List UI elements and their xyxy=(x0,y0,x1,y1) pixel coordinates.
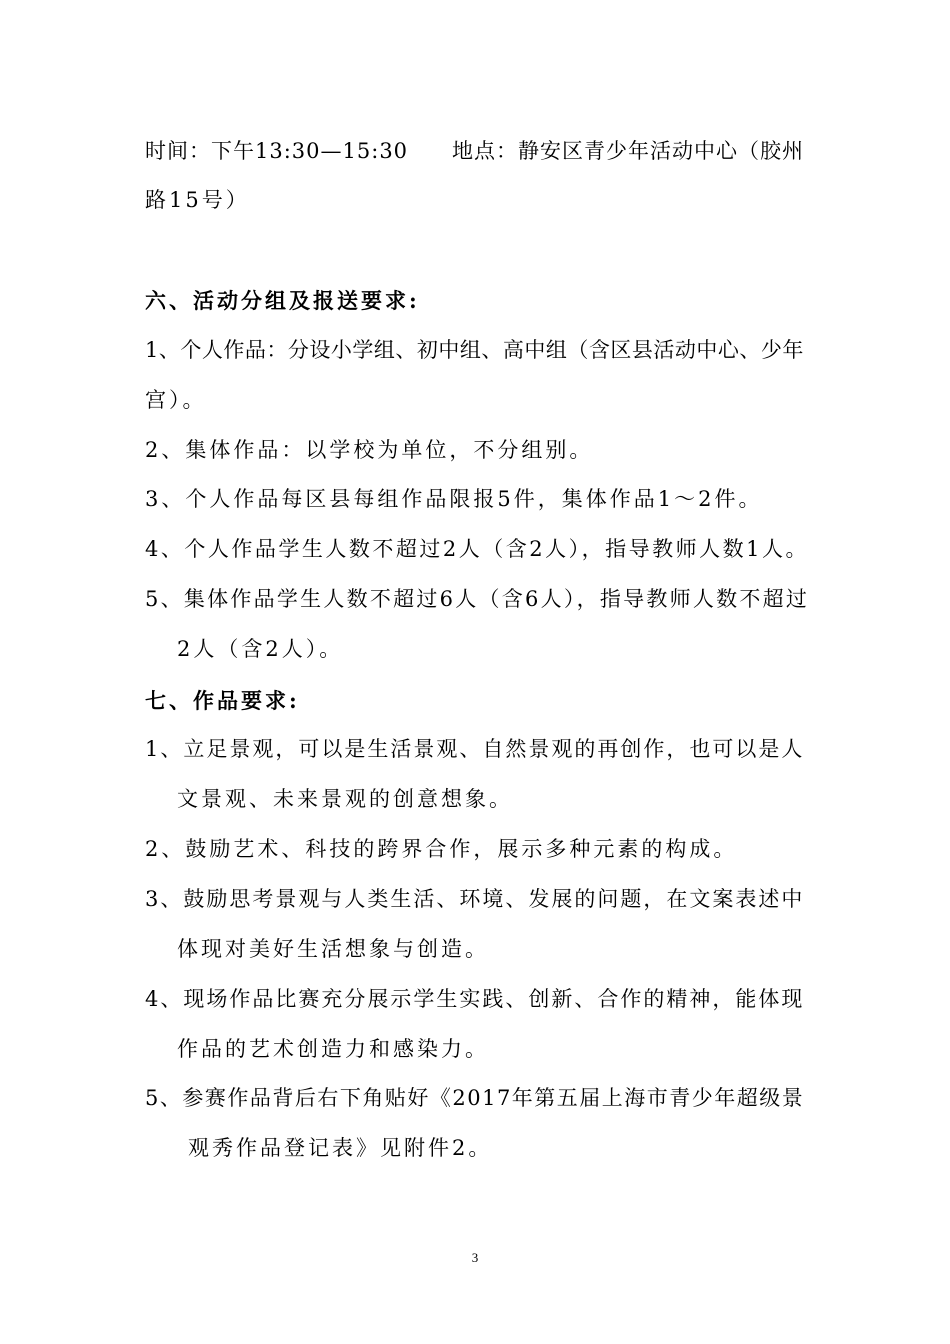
section-6-item-4: 4、个人作品学生人数不超过2人（含2人），指导教师人数1人。 xyxy=(145,537,809,561)
section-7-item-3: 3、鼓励思考景观与人类生活、环境、发展的问题，在文案表述中 xyxy=(145,887,805,911)
section-6-item-5: 5、集体作品学生人数不超过6人（含6人），指导教师人数不超过 xyxy=(145,587,810,611)
section-7-item-4: 4、现场作品比赛充分展示学生实践、创新、合作的精神，能体现 xyxy=(145,987,805,1011)
section-6-item-1: 1、个人作品：分设小学组、初中组、高中组（含区县活动中心、少年 xyxy=(145,338,804,362)
section-7-item-1-cont: 文景观、未来景观的创意想象。 xyxy=(177,787,513,811)
section-7-item-3-cont: 体现对美好生活想象与创造。 xyxy=(177,937,489,961)
section-7-heading: 七、作品要求: xyxy=(145,688,300,713)
section-7-item-5: 5、参赛作品背后右下角贴好《2017年第五届上海市青少年超级景 xyxy=(145,1086,805,1110)
section-6-item-5-cont: 2人（含2人）。 xyxy=(177,637,344,661)
section-7-item-2: 2、鼓励艺术、科技的跨界合作，展示多种元素的构成。 xyxy=(145,837,738,861)
section-6-item-2: 2、集体作品：以学校为单位，不分组别。 xyxy=(145,438,594,462)
section-6-item-1-cont: 宫）。 xyxy=(145,388,207,412)
time-location-line: 时间：下午13:30—15:30 地点：静安区青少年活动中心（胶州 xyxy=(145,139,805,163)
section-6-heading: 六、活动分组及报送要求: xyxy=(145,288,420,313)
section-6-item-3: 3、个人作品每区县每组作品限报5件，集体作品1～2件。 xyxy=(145,487,763,511)
page-number: 3 xyxy=(471,1250,479,1265)
section-7-item-5-cont: 观秀作品登记表》见附件2。 xyxy=(188,1136,493,1160)
section-7-item-1: 1、立足景观，可以是生活景观、自然景观的再创作，也可以是人 xyxy=(145,737,805,761)
section-7-item-4-cont: 作品的艺术创造力和感染力。 xyxy=(177,1037,489,1061)
time-location-line-cont: 路15号） xyxy=(145,188,250,212)
